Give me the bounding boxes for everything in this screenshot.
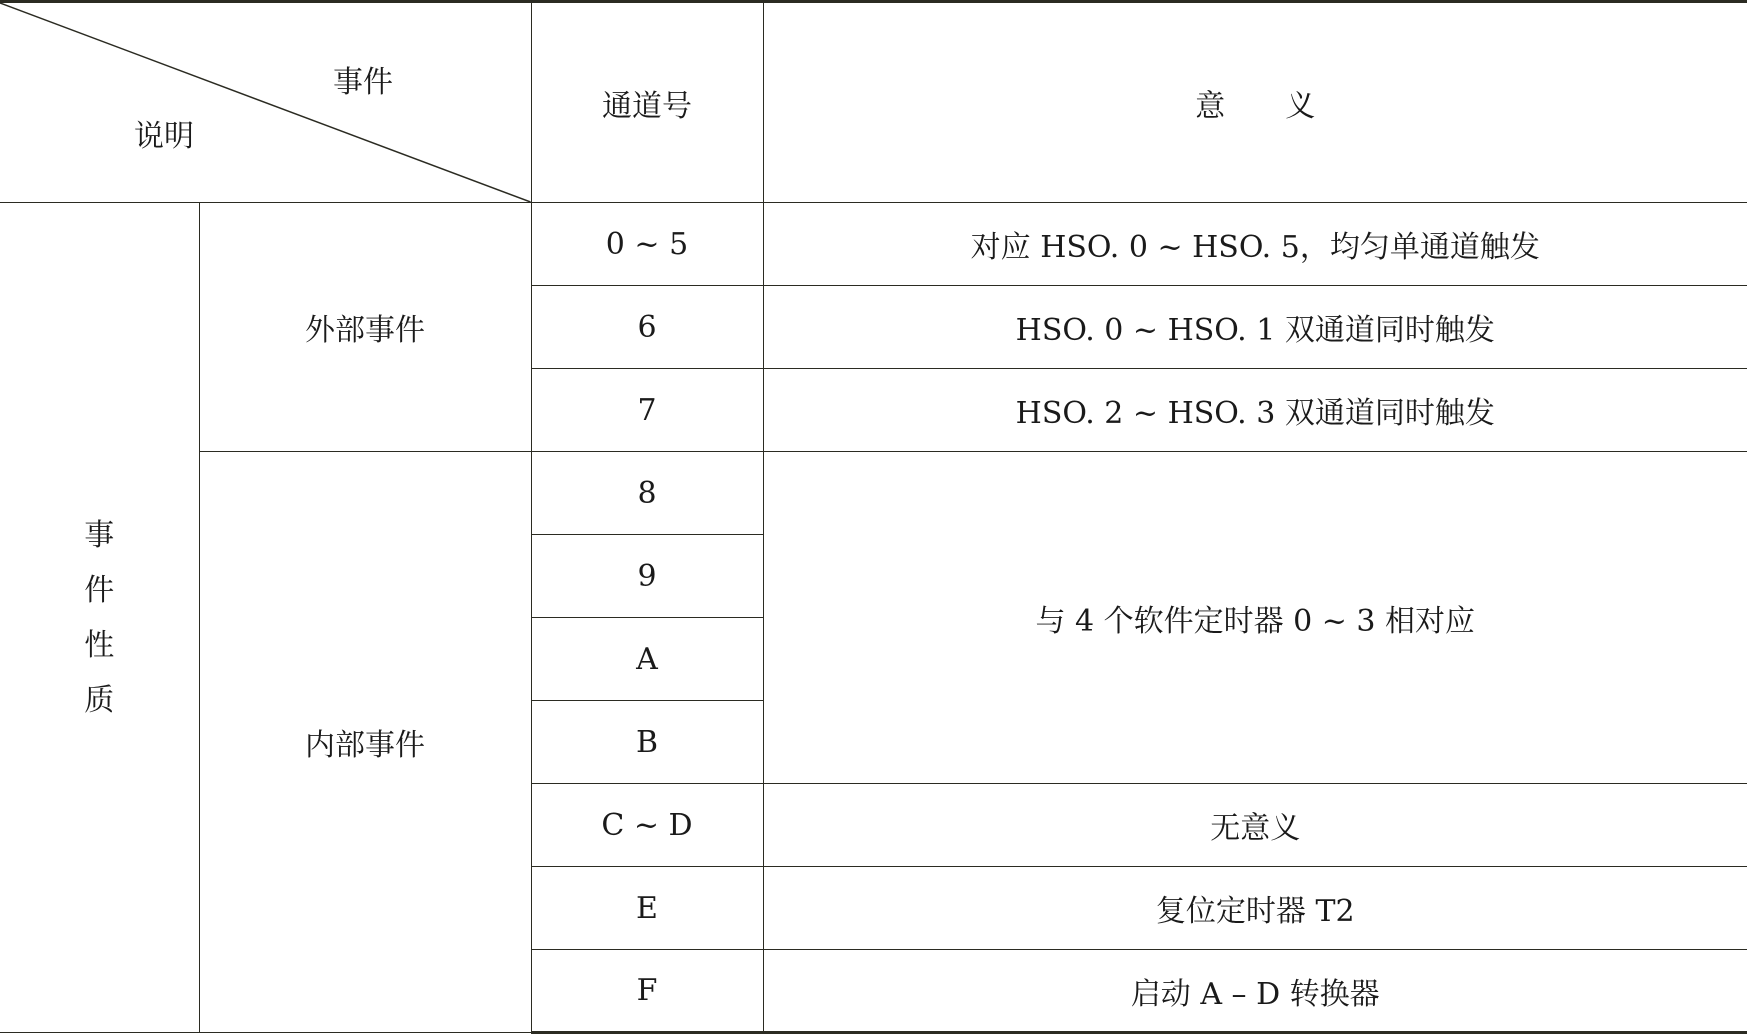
diagonal-line: [0, 3, 531, 202]
header-row: [0, 2, 1747, 203]
channel-cell: F: [531, 950, 763, 1033]
channel-cell: C ~ D: [531, 784, 763, 867]
internal-event-label: 内部事件: [199, 452, 531, 1033]
channel-header: 通道号: [531, 2, 763, 203]
meaning-header: 意 义: [763, 2, 1747, 203]
channel-cell: B: [531, 701, 763, 784]
diagonal-header-cell: [0, 2, 531, 203]
diagonal-header-top-label: 事件: [333, 65, 393, 100]
channel-cell: A: [531, 618, 763, 701]
meaning-cell: 启动 A – D 转换器: [763, 950, 1747, 1033]
diagonal-header-bottom-label: 说明: [134, 119, 194, 154]
channel-cell: 9: [531, 535, 763, 618]
channel-cell: 0 ~ 5: [531, 203, 763, 286]
channel-cell: 7: [531, 369, 763, 452]
channel-cell: E: [531, 867, 763, 950]
table-row: [0, 203, 1747, 286]
table-row: [0, 452, 1747, 535]
external-event-label: 外部事件: [199, 203, 531, 452]
meaning-cell: HSO. 0 ~ HSO. 1 双通道同时触发: [763, 286, 1747, 369]
meaning-cell: HSO. 2 ~ HSO. 3 双通道同时触发: [763, 369, 1747, 452]
meaning-cell: 无意义: [763, 784, 1747, 867]
meaning-cell: 复位定时器 T2: [763, 867, 1747, 950]
event-nature-label: 事件性质: [84, 517, 115, 718]
meaning-cell: 与 4 个软件定时器 0 ~ 3 相对应: [763, 452, 1747, 784]
event-nature-cell: [0, 203, 199, 1033]
channel-cell: 6: [531, 286, 763, 369]
channel-cell: 8: [531, 452, 763, 535]
meaning-cell: 对应 HSO. 0 ~ HSO. 5，均匀单通道触发: [763, 203, 1747, 286]
